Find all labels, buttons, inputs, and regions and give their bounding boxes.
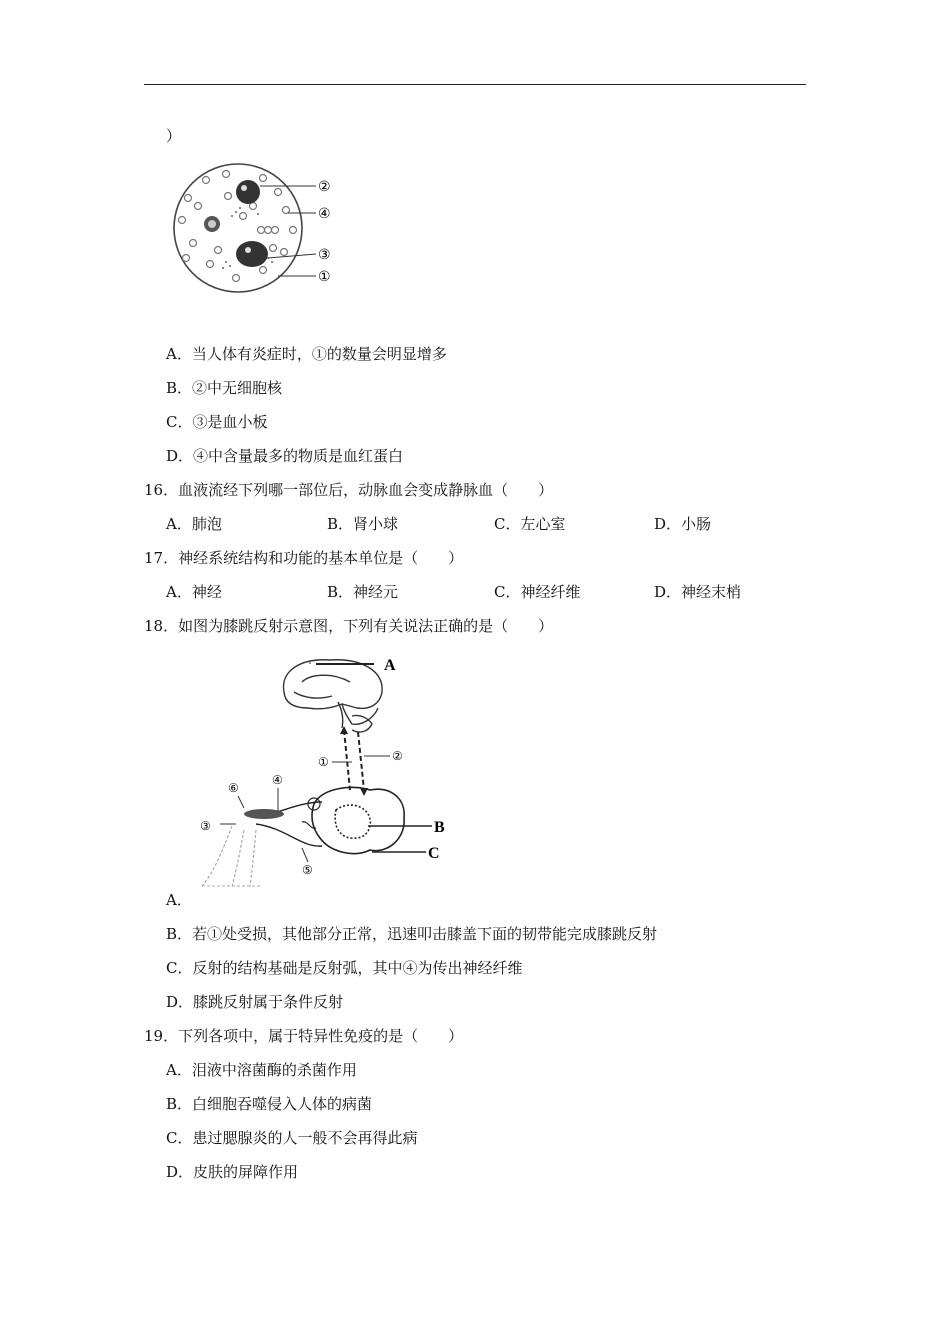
- q18-stem: 18．如图为膝跳反射示意图，下列有关说法正确的是（ ）: [144, 617, 554, 635]
- q19-option-a: A．泪液中溶菌酶的杀菌作用: [166, 1061, 357, 1079]
- label-5: ⑤: [302, 863, 313, 877]
- q16-option-c: C．左心室: [494, 515, 566, 533]
- slide-circle: [174, 164, 302, 292]
- q15-option-b: B．②中无细胞核: [166, 379, 283, 397]
- label-4: ④: [272, 773, 283, 787]
- q17-option-c: C．神经纤维: [494, 583, 581, 601]
- label-2: ②: [392, 749, 403, 763]
- label-1: ①: [318, 269, 331, 285]
- q17-option-d: D．神经末梢: [654, 583, 742, 601]
- q17-option-a: A．神经: [166, 583, 222, 601]
- spinal-cord: [312, 787, 404, 853]
- q15-stem-tail: ）: [166, 127, 182, 145]
- q19-option-b: B．白细胞吞噬侵入人体的病菌: [166, 1095, 373, 1113]
- q16-option-b: B．肾小球: [327, 515, 399, 533]
- label-3: ③: [318, 247, 331, 263]
- brain: [284, 660, 383, 732]
- header-rule: [144, 84, 806, 85]
- q18-option-b: B．若①处受损，其他部分正常，迅速叩击膝盖下面的韧带能完成膝跳反射: [166, 925, 658, 943]
- q17-option-b: B．神经元: [327, 583, 399, 601]
- q15-option-d: D．④中含量最多的物质是血红蛋白: [166, 447, 404, 465]
- q15-option-a: A．当人体有炎症时，①的数量会明显增多: [166, 345, 447, 363]
- label-2: ②: [318, 179, 331, 195]
- q16-stem: 16．血液流经下列哪一部位后，动脉血会变成静脉血（ ）: [144, 481, 554, 499]
- wbc-2: [236, 180, 260, 204]
- blood-smear-figure: [168, 158, 348, 298]
- label-3: ③: [200, 819, 211, 833]
- q19-option-c: C．患过腮腺炎的人一般不会再得此病: [166, 1129, 418, 1147]
- label-4: ④: [318, 206, 331, 222]
- label-1: ①: [318, 755, 329, 769]
- q18-option-c: C．反射的结构基础是反射弧，其中④为传出神经纤维: [166, 959, 523, 977]
- q18-option-d: D．膝跳反射属于条件反射: [166, 993, 344, 1011]
- label-6: ⑥: [228, 781, 239, 795]
- q16-option-a: A．肺泡: [166, 515, 222, 533]
- label-A: A: [384, 657, 396, 674]
- knee-reflex-figure: [192, 652, 452, 892]
- label-B: B: [434, 819, 445, 836]
- q16-option-d: D．小肠: [654, 515, 712, 533]
- q17-stem: 17．神经系统结构和功能的基本单位是（ ）: [144, 549, 464, 567]
- q18-option-a: A．: [166, 891, 192, 909]
- q19-stem: 19．下列各项中，属于特异性免疫的是（ ）: [144, 1027, 464, 1045]
- label-C: C: [428, 845, 440, 862]
- q15-option-c: C．③是血小板: [166, 413, 268, 431]
- q19-option-d: D．皮肤的屏障作用: [166, 1163, 299, 1181]
